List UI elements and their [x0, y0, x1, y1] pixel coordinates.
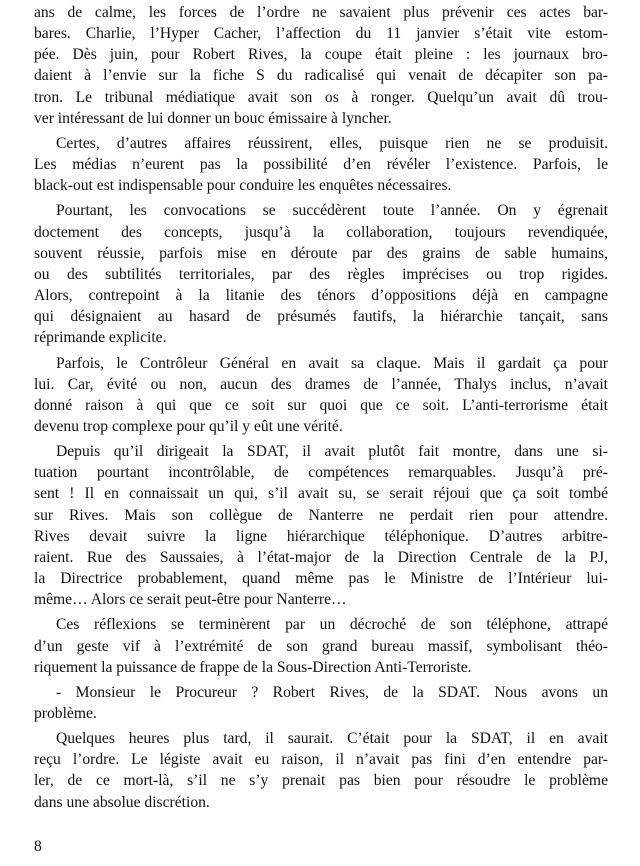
text-line: riquement la puissance de frappe de la Sous-Direction Anti-Terroriste. — [34, 658, 472, 676]
text-line: Quelques heures plus tard, il saurait. C’était pour la SDAT, il en avait — [56, 730, 608, 748]
text-line: Les médias n’eurent pas la possibilité d’en révéler l’existence. Parfois, le — [34, 156, 608, 174]
text-line: bares. Charlie, l’Hyper Cacher, l’affection du 11 janvier s’était vite estom- — [34, 25, 608, 43]
text-line: black-out est indispensable pour conduire les enquêtes nécessaires. — [34, 177, 452, 195]
text-line: souvent réussie, parfois mise en déroute par des grains de sable humains, — [34, 244, 608, 262]
text-line: devenu trop complexe pour qu’il y eût une vérité. — [34, 417, 343, 435]
text-line: dans une absolue discrétion. — [34, 793, 210, 811]
book-page-text — [34, 2, 608, 813]
text-line: Alors, contrepoint à la litanie des ténors d’oppositions déjà en campagne — [34, 287, 608, 305]
text-line: donné raison à qui que ce soit sur quoi que ce soit. L’anti-terrorisme était — [34, 396, 608, 414]
page-number: 8 — [34, 838, 42, 855]
text-line: d’un geste vif à l’extrémité de son grand bureau massif, symbolisant théo- — [34, 637, 608, 655]
text-line: Certes, d’autres affaires réussirent, elles, puisque rien ne se produisit. — [56, 134, 608, 152]
text-line: Parfois, le Contrôleur Général en avait sa claque. Mais il gardait ça pour — [56, 354, 608, 372]
paragraph-6 — [34, 614, 608, 677]
text-line: Depuis qu’il dirigeait la SDAT, il avait plutôt fait montre, dans une si- — [56, 443, 608, 461]
text-line: ans de calme, les forces de l’ordre ne savaient plus prévenir ces actes bar- — [34, 4, 608, 21]
text-line: ler, de ce mort-là, s’il ne s’y prenait pas bien pour résoudre le problème — [34, 772, 608, 790]
text-line: réprimande explicite. — [34, 329, 167, 347]
text-line: reçu l’ordre. Le légiste avait eu raison, il n’avait pas fini d’en entendre par- — [34, 751, 608, 769]
paragraph-8 — [34, 728, 608, 813]
text-line: raient. Rue des Saussaies, à l’état-major de la Direction Centrale de la PJ, — [34, 548, 608, 566]
paragraph-1 — [34, 2, 608, 129]
text-line: - Monsieur le Procureur ? Robert Rives, de la SDAT. Nous avons un — [56, 683, 608, 701]
text-line: Pourtant, les convocations se succédèrent toute l’année. On y égrenait — [56, 202, 608, 220]
text-line: ou des subtilités territoriales, par des règles imprécises ou trop rigides. — [34, 265, 608, 283]
text-line: tuation pourtant incontrôlable, de compétences remarquables. Jusqu’à pré- — [34, 464, 608, 482]
paragraph-3 — [34, 200, 608, 348]
text-line: doctement des concepts, jusqu’à la collaboration, toujours revendiquée, — [34, 223, 608, 241]
paragraph-7-dialogue — [34, 682, 608, 724]
paragraph-5 — [34, 441, 608, 610]
text-line: même… Alors ce serait peut-être pour Nanterre… — [34, 591, 347, 609]
text-line: lui. Car, évité ou non, aucun des drames de l’année, Thalys inclus, n’avait — [34, 375, 608, 393]
text-line: Rives devait suivre la ligne hiérarchique téléphonique. D’autres arbitre- — [34, 527, 608, 545]
text-line: sent ! Il en connaissait un qui, s’il avait su, se serait réjoui que ça soit tombé — [34, 485, 608, 503]
text-line: Ces réflexions se terminèrent par un décroché de son téléphone, attrapé — [56, 616, 608, 634]
text-line: problème. — [34, 705, 97, 722]
text-line: daient à l’envie sur la fiche S du radicalisé qui venait de décapiter son pa- — [34, 67, 608, 85]
paragraph-2 — [34, 133, 608, 196]
text-line: pée. Dès juin, pour Robert Rives, la coupe était pleine : les journaux bro- — [34, 46, 608, 64]
text-line: tron. Le tribunal médiatique avait son os à ronger. Quelqu’un avait dû trou- — [34, 88, 608, 106]
text-line: qui désignaient au hasard de présumés fautifs, la hiérarchie tançait, sans — [34, 308, 608, 326]
paragraph-4 — [34, 353, 608, 438]
text-line: sur Rives. Mais son collègue de Nanterre ne perdait rien pour attendre. — [34, 506, 608, 524]
text-line: ver intéressant de lui donner un bouc émissaire à lyncher. — [34, 109, 392, 127]
text-line: la Directrice probablement, quand même pas le Ministre de l’Intérieur lui- — [34, 570, 608, 588]
